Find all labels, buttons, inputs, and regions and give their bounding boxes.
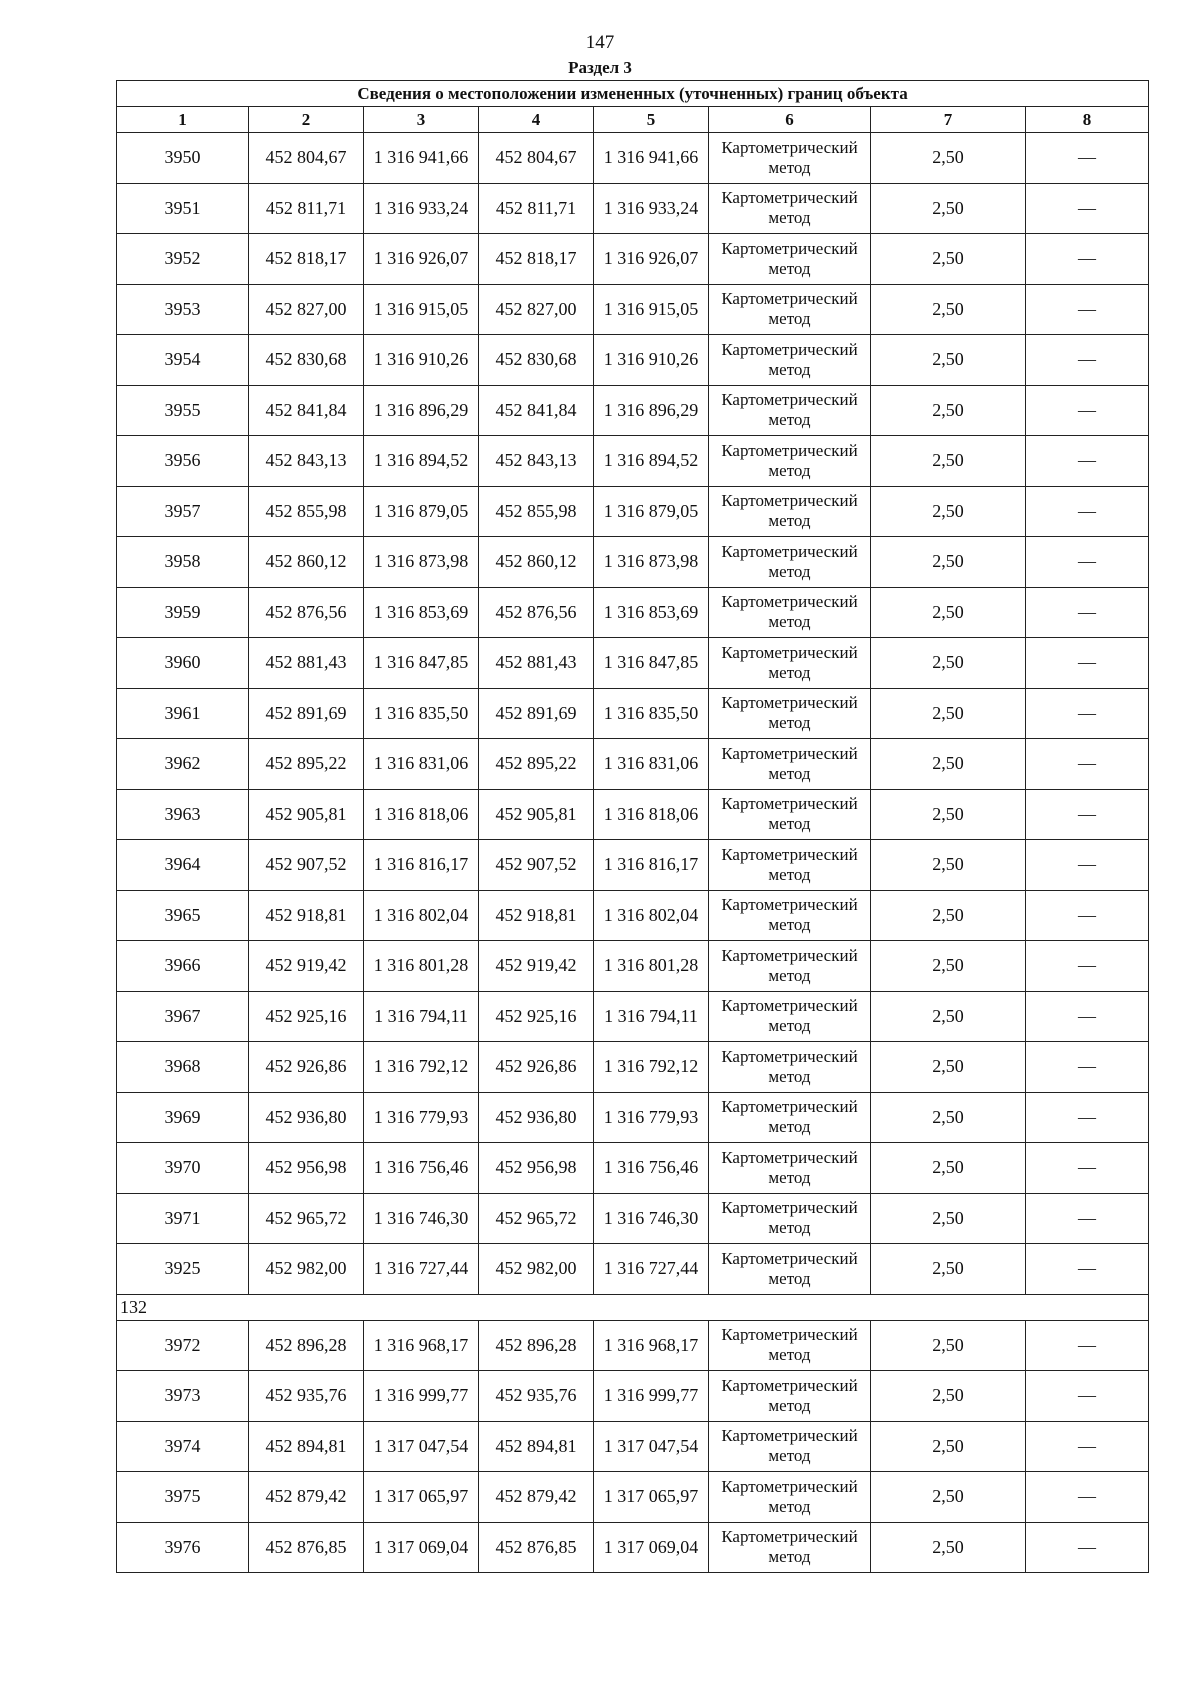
method-cell: Картометрический метод [709,1193,871,1244]
point-number-cell: 3954 [117,335,249,386]
method-cell: Картометрический метод [709,335,871,386]
y-existing-cell: 1 316 831,06 [364,739,479,790]
x-existing-cell: 452 804,67 [249,133,364,184]
y-existing-cell: 1 316 816,17 [364,840,479,891]
description-cell: — [1026,335,1149,386]
method-cell: Картометрический метод [709,1522,871,1573]
x-refined-cell: 452 876,56 [479,587,594,638]
x-refined-cell: 452 919,42 [479,941,594,992]
point-number-cell: 3951 [117,183,249,234]
method-cell: Картометрический метод [709,587,871,638]
point-number-cell: 3964 [117,840,249,891]
accuracy-cell: 2,50 [871,1244,1026,1295]
accuracy-cell: 2,50 [871,941,1026,992]
contour-group-row [117,1294,1149,1320]
description-cell: — [1026,183,1149,234]
y-refined-cell: 1 316 894,52 [594,436,709,487]
point-number-cell: 3955 [117,385,249,436]
y-existing-cell: 1 316 756,46 [364,1143,479,1194]
x-refined-cell: 452 905,81 [479,789,594,840]
x-existing-cell: 452 925,16 [249,991,364,1042]
x-refined-cell: 452 936,80 [479,1092,594,1143]
description-cell: — [1026,1320,1149,1371]
accuracy-cell: 2,50 [871,183,1026,234]
table-row [117,436,1149,487]
y-existing-cell: 1 316 779,93 [364,1092,479,1143]
y-existing-cell: 1 316 873,98 [364,537,479,588]
description-cell: — [1026,941,1149,992]
x-existing-cell: 452 827,00 [249,284,364,335]
page-number: 147 [585,32,615,53]
point-number-cell: 3960 [117,638,249,689]
accuracy-cell: 2,50 [871,1472,1026,1523]
method-cell: Картометрический метод [709,1092,871,1143]
x-refined-cell: 452 896,28 [479,1320,594,1371]
description-cell: — [1026,1421,1149,1472]
method-cell: Картометрический метод [709,486,871,537]
description-cell: — [1026,284,1149,335]
x-refined-cell: 452 918,81 [479,890,594,941]
accuracy-cell: 2,50 [871,486,1026,537]
x-existing-cell: 452 860,12 [249,537,364,588]
method-cell: Картометрический метод [709,688,871,739]
x-existing-cell: 452 879,42 [249,1472,364,1523]
x-refined-cell: 452 956,98 [479,1143,594,1194]
column-header: 1 [117,107,249,133]
point-number-cell: 3967 [117,991,249,1042]
method-cell: Картометрический метод [709,1472,871,1523]
description-cell: — [1026,991,1149,1042]
y-refined-cell: 1 316 801,28 [594,941,709,992]
y-refined-cell: 1 317 047,54 [594,1421,709,1472]
point-number-cell: 3975 [117,1472,249,1523]
accuracy-cell: 2,50 [871,739,1026,790]
description-cell: — [1026,739,1149,790]
x-refined-cell: 452 894,81 [479,1421,594,1472]
method-cell: Картометрический метод [709,1371,871,1422]
description-cell: — [1026,385,1149,436]
description-cell: — [1026,1244,1149,1295]
method-cell: Картометрический метод [709,284,871,335]
y-existing-cell: 1 317 065,97 [364,1472,479,1523]
x-refined-cell: 452 935,76 [479,1371,594,1422]
table-row [117,385,1149,436]
accuracy-cell: 2,50 [871,1522,1026,1573]
x-refined-cell: 452 895,22 [479,739,594,790]
y-existing-cell: 1 316 847,85 [364,638,479,689]
description-cell: — [1026,234,1149,285]
y-existing-cell: 1 316 818,06 [364,789,479,840]
table-row [117,840,1149,891]
description-cell: — [1026,840,1149,891]
accuracy-cell: 2,50 [871,1421,1026,1472]
x-existing-cell: 452 830,68 [249,335,364,386]
y-refined-cell: 1 316 910,26 [594,335,709,386]
description-cell: — [1026,1143,1149,1194]
x-existing-cell: 452 919,42 [249,941,364,992]
y-refined-cell: 1 316 818,06 [594,789,709,840]
accuracy-cell: 2,50 [871,1371,1026,1422]
x-refined-cell: 452 804,67 [479,133,594,184]
column-header: 3 [364,107,479,133]
y-existing-cell: 1 316 794,11 [364,991,479,1042]
accuracy-cell: 2,50 [871,991,1026,1042]
method-cell: Картометрический метод [709,890,871,941]
accuracy-cell: 2,50 [871,436,1026,487]
column-header: 7 [871,107,1026,133]
y-refined-cell: 1 316 746,30 [594,1193,709,1244]
point-number-cell: 3971 [117,1193,249,1244]
accuracy-cell: 2,50 [871,587,1026,638]
x-existing-cell: 452 918,81 [249,890,364,941]
y-existing-cell: 1 316 910,26 [364,335,479,386]
x-refined-cell: 452 818,17 [479,234,594,285]
point-number-cell: 3969 [117,1092,249,1143]
boundary-coordinates-table [116,80,1149,1573]
y-existing-cell: 1 316 879,05 [364,486,479,537]
table-row [117,234,1149,285]
x-existing-cell: 452 982,00 [249,1244,364,1295]
table-row [117,537,1149,588]
x-refined-cell: 452 830,68 [479,335,594,386]
y-refined-cell: 1 316 915,05 [594,284,709,335]
accuracy-cell: 2,50 [871,284,1026,335]
x-refined-cell: 452 811,71 [479,183,594,234]
x-refined-cell: 452 876,85 [479,1522,594,1573]
y-refined-cell: 1 316 933,24 [594,183,709,234]
y-refined-cell: 1 316 853,69 [594,587,709,638]
y-refined-cell: 1 316 926,07 [594,234,709,285]
x-existing-cell: 452 811,71 [249,183,364,234]
x-refined-cell: 452 891,69 [479,688,594,739]
accuracy-cell: 2,50 [871,890,1026,941]
y-existing-cell: 1 316 792,12 [364,1042,479,1093]
accuracy-cell: 2,50 [871,1143,1026,1194]
table-row [117,587,1149,638]
x-existing-cell: 452 876,56 [249,587,364,638]
table-row [117,941,1149,992]
y-refined-cell: 1 316 794,11 [594,991,709,1042]
y-refined-cell: 1 316 779,93 [594,1092,709,1143]
accuracy-cell: 2,50 [871,1193,1026,1244]
accuracy-cell: 2,50 [871,385,1026,436]
description-cell: — [1026,1042,1149,1093]
accuracy-cell: 2,50 [871,234,1026,285]
y-refined-cell: 1 316 879,05 [594,486,709,537]
y-existing-cell: 1 316 968,17 [364,1320,479,1371]
table-row [117,1320,1149,1371]
y-refined-cell: 1 316 847,85 [594,638,709,689]
method-cell: Картометрический метод [709,133,871,184]
description-cell: — [1026,789,1149,840]
table-row [117,991,1149,1042]
accuracy-cell: 2,50 [871,638,1026,689]
table-row [117,183,1149,234]
column-number-row [117,107,1149,133]
x-refined-cell: 452 879,42 [479,1472,594,1523]
description-cell: — [1026,486,1149,537]
table-row [117,1522,1149,1573]
y-existing-cell: 1 317 047,54 [364,1421,479,1472]
table-caption-row [117,81,1149,107]
method-cell: Картометрический метод [709,941,871,992]
x-existing-cell: 452 855,98 [249,486,364,537]
x-refined-cell: 452 965,72 [479,1193,594,1244]
method-cell: Картометрический метод [709,234,871,285]
method-cell: Картометрический метод [709,739,871,790]
y-refined-cell: 1 316 727,44 [594,1244,709,1295]
column-header: 2 [249,107,364,133]
y-refined-cell: 1 316 873,98 [594,537,709,588]
description-cell: — [1026,638,1149,689]
y-refined-cell: 1 317 065,97 [594,1472,709,1523]
table-row [117,1371,1149,1422]
y-refined-cell: 1 316 896,29 [594,385,709,436]
point-number-cell: 3970 [117,1143,249,1194]
point-number-cell: 3957 [117,486,249,537]
x-refined-cell: 452 926,86 [479,1042,594,1093]
point-number-cell: 3958 [117,537,249,588]
x-refined-cell: 452 841,84 [479,385,594,436]
method-cell: Картометрический метод [709,1244,871,1295]
description-cell: — [1026,1092,1149,1143]
method-cell: Картометрический метод [709,1421,871,1472]
y-existing-cell: 1 316 746,30 [364,1193,479,1244]
y-refined-cell: 1 316 792,12 [594,1042,709,1093]
method-cell: Картометрический метод [709,638,871,689]
description-cell: — [1026,1522,1149,1573]
x-refined-cell: 452 881,43 [479,638,594,689]
point-number-cell: 3956 [117,436,249,487]
x-refined-cell: 452 907,52 [479,840,594,891]
y-refined-cell: 1 316 816,17 [594,840,709,891]
table-row [117,1244,1149,1295]
table-row [117,1092,1149,1143]
method-cell: Картометрический метод [709,183,871,234]
table-row [117,1143,1149,1194]
y-existing-cell: 1 316 915,05 [364,284,479,335]
contour-number: 132 [117,1294,1149,1320]
point-number-cell: 3965 [117,890,249,941]
x-existing-cell: 452 876,85 [249,1522,364,1573]
description-cell: — [1026,133,1149,184]
y-refined-cell: 1 316 968,17 [594,1320,709,1371]
y-existing-cell: 1 316 802,04 [364,890,479,941]
x-refined-cell: 452 982,00 [479,1244,594,1295]
description-cell: — [1026,537,1149,588]
x-existing-cell: 452 891,69 [249,688,364,739]
point-number-cell: 3963 [117,789,249,840]
table-row [117,1193,1149,1244]
column-header: 6 [709,107,871,133]
x-existing-cell: 452 841,84 [249,385,364,436]
y-existing-cell: 1 316 835,50 [364,688,479,739]
description-cell: — [1026,890,1149,941]
table-row [117,1421,1149,1472]
method-cell: Картометрический метод [709,1143,871,1194]
point-number-cell: 3925 [117,1244,249,1295]
y-refined-cell: 1 316 831,06 [594,739,709,790]
point-number-cell: 3974 [117,1421,249,1472]
x-existing-cell: 452 818,17 [249,234,364,285]
table-row [117,688,1149,739]
table-row [117,284,1149,335]
accuracy-cell: 2,50 [871,537,1026,588]
point-number-cell: 3952 [117,234,249,285]
y-existing-cell: 1 316 896,29 [364,385,479,436]
method-cell: Картометрический метод [709,991,871,1042]
table-row [117,739,1149,790]
column-header: 4 [479,107,594,133]
x-existing-cell: 452 965,72 [249,1193,364,1244]
y-refined-cell: 1 316 756,46 [594,1143,709,1194]
point-number-cell: 3976 [117,1522,249,1573]
accuracy-cell: 2,50 [871,840,1026,891]
x-existing-cell: 452 956,98 [249,1143,364,1194]
x-refined-cell: 452 855,98 [479,486,594,537]
method-cell: Картометрический метод [709,537,871,588]
point-number-cell: 3968 [117,1042,249,1093]
table-row [117,638,1149,689]
y-existing-cell: 1 317 069,04 [364,1522,479,1573]
method-cell: Картометрический метод [709,1320,871,1371]
table-row [117,1472,1149,1523]
table-row [117,1042,1149,1093]
description-cell: — [1026,1371,1149,1422]
y-existing-cell: 1 316 801,28 [364,941,479,992]
y-refined-cell: 1 317 069,04 [594,1522,709,1573]
description-cell: — [1026,1193,1149,1244]
method-cell: Картометрический метод [709,436,871,487]
point-number-cell: 3953 [117,284,249,335]
y-existing-cell: 1 316 926,07 [364,234,479,285]
x-existing-cell: 452 905,81 [249,789,364,840]
point-number-cell: 3950 [117,133,249,184]
point-number-cell: 3966 [117,941,249,992]
column-header: 5 [594,107,709,133]
accuracy-cell: 2,50 [871,335,1026,386]
method-cell: Картометрический метод [709,840,871,891]
x-existing-cell: 452 935,76 [249,1371,364,1422]
accuracy-cell: 2,50 [871,1320,1026,1371]
accuracy-cell: 2,50 [871,688,1026,739]
method-cell: Картометрический метод [709,789,871,840]
x-existing-cell: 452 843,13 [249,436,364,487]
description-cell: — [1026,1472,1149,1523]
x-refined-cell: 452 925,16 [479,991,594,1042]
method-cell: Картометрический метод [709,385,871,436]
method-cell: Картометрический метод [709,1042,871,1093]
description-cell: — [1026,587,1149,638]
y-refined-cell: 1 316 835,50 [594,688,709,739]
point-number-cell: 3973 [117,1371,249,1422]
point-number-cell: 3959 [117,587,249,638]
point-number-cell: 3972 [117,1320,249,1371]
accuracy-cell: 2,50 [871,1092,1026,1143]
y-existing-cell: 1 316 941,66 [364,133,479,184]
table-row [117,133,1149,184]
accuracy-cell: 2,50 [871,789,1026,840]
table-row [117,890,1149,941]
point-number-cell: 3961 [117,688,249,739]
x-existing-cell: 452 881,43 [249,638,364,689]
x-existing-cell: 452 895,22 [249,739,364,790]
y-existing-cell: 1 316 933,24 [364,183,479,234]
column-header: 8 [1026,107,1149,133]
y-existing-cell: 1 316 727,44 [364,1244,479,1295]
table-caption: Сведения о местоположении измененных (уточненных) границ объекта [117,81,1149,107]
x-existing-cell: 452 926,86 [249,1042,364,1093]
section-title: Раздел 3 [568,58,632,77]
x-refined-cell: 452 843,13 [479,436,594,487]
y-refined-cell: 1 316 999,77 [594,1371,709,1422]
y-existing-cell: 1 316 894,52 [364,436,479,487]
x-existing-cell: 452 896,28 [249,1320,364,1371]
x-existing-cell: 452 907,52 [249,840,364,891]
y-refined-cell: 1 316 802,04 [594,890,709,941]
table-row [117,789,1149,840]
y-refined-cell: 1 316 941,66 [594,133,709,184]
x-refined-cell: 452 827,00 [479,284,594,335]
accuracy-cell: 2,50 [871,1042,1026,1093]
x-existing-cell: 452 936,80 [249,1092,364,1143]
accuracy-cell: 2,50 [871,133,1026,184]
table-row [117,335,1149,386]
y-existing-cell: 1 316 853,69 [364,587,479,638]
x-refined-cell: 452 860,12 [479,537,594,588]
table-row [117,486,1149,537]
y-existing-cell: 1 316 999,77 [364,1371,479,1422]
description-cell: — [1026,688,1149,739]
x-existing-cell: 452 894,81 [249,1421,364,1472]
point-number-cell: 3962 [117,739,249,790]
description-cell: — [1026,436,1149,487]
